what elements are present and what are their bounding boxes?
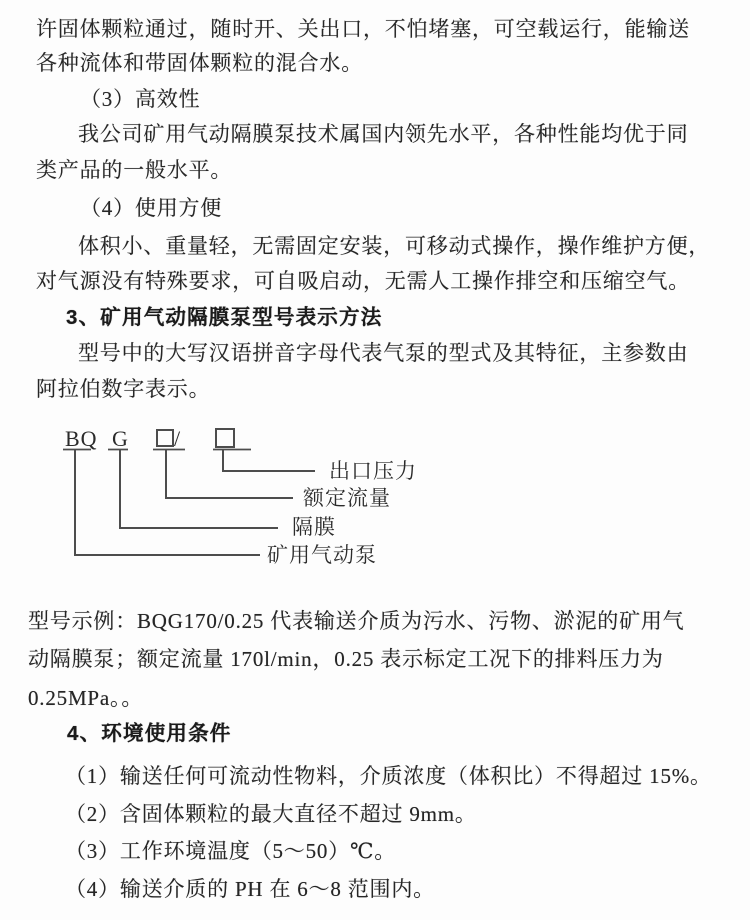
section-heading-model-designation: 3、矿用气动隔膜泵型号表示方法 bbox=[66, 306, 383, 329]
label-diaphragm: 隔膜 bbox=[292, 515, 336, 539]
paragraph-line: 阿拉伯数字表示。 bbox=[36, 377, 211, 401]
paragraph-line: 型号示例：BQG170/0.25 代表输送介质为污水、污物、淤泥的矿用气 bbox=[28, 609, 685, 633]
model-placeholder-box-pressure bbox=[216, 429, 234, 447]
list-item: （1）输送任何可流动性物料，介质浓度（体积比）不得超过 15%。 bbox=[65, 764, 712, 788]
list-item: （3）工作环境温度（5～50）℃。 bbox=[65, 839, 397, 863]
label-outlet-pressure: 出口压力 bbox=[329, 459, 417, 483]
label-mine-pump: 矿用气动泵 bbox=[267, 543, 377, 567]
list-item: （2）含固体颗粒的最大直径不超过 9mm。 bbox=[65, 802, 477, 826]
list-item: （4）输送介质的 PH 在 6～8 范围内。 bbox=[65, 877, 435, 901]
paragraph-line: 我公司矿用气动隔膜泵技术属国内领先水平，各种性能均优于同 bbox=[78, 122, 689, 146]
paragraph-line: 对气源没有特殊要求，可自吸启动，无需人工操作排空和压缩空气。 bbox=[36, 269, 690, 293]
paragraph-line: 许固体颗粒通过，随时开、关出口，不怕堵塞，可空载运行，能输送 bbox=[36, 17, 690, 41]
model-type-text: G bbox=[112, 426, 129, 451]
connector-rated-flow bbox=[166, 450, 293, 499]
paragraph-line: 动隔膜泵；额定流量 170l/min，0.25 表示标定工况下的排料压力为 bbox=[28, 647, 664, 671]
connector-diaphragm bbox=[120, 450, 278, 529]
connector-mine-pump bbox=[75, 450, 260, 556]
section-heading-environment: 4、环境使用条件 bbox=[67, 722, 232, 745]
paragraph-line: 0.25MPa。。 bbox=[28, 686, 144, 710]
model-prefix-text: BQ bbox=[65, 426, 98, 451]
model-placeholder-box-flow bbox=[157, 430, 173, 446]
paragraph-line: 类产品的一般水平。 bbox=[36, 158, 233, 182]
label-rated-flow: 额定流量 bbox=[303, 486, 391, 510]
paragraph-line: 各种流体和带固体颗粒的混合水。 bbox=[36, 51, 363, 75]
subheading-efficiency: （3）高效性 bbox=[80, 87, 201, 111]
model-code-diagram bbox=[30, 418, 460, 578]
connector-outlet-pressure bbox=[223, 450, 315, 472]
paragraph-line: 型号中的大写汉语拼音字母代表气泵的型式及其特征，主参数由 bbox=[78, 341, 689, 365]
paragraph-line: 体积小、重量轻，无需固定安装，可移动式操作，操作维护方便， bbox=[78, 234, 711, 258]
subheading-ease-of-use: （4）使用方便 bbox=[80, 196, 223, 220]
model-separator-text: / bbox=[174, 426, 182, 451]
